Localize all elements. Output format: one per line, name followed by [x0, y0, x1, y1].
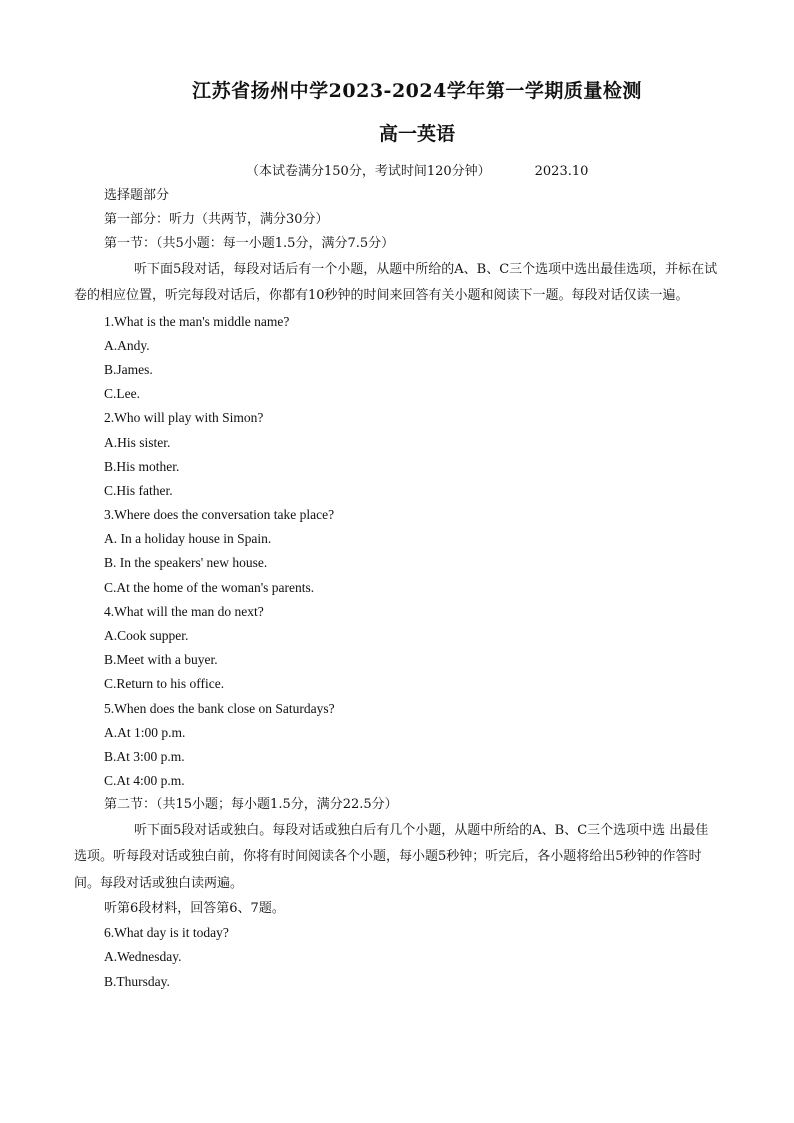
option-b: B.Thursday.	[104, 973, 170, 989]
option-a: A.Wednesday.	[104, 949, 182, 965]
option-c: C.His father.	[104, 482, 173, 498]
section1-instructions: 听下面5段对话，每段对话后有一个小题，从题中所给的A、B、C三个选项中选出最佳选项，并标在试卷的相应位置，听完每段对话后，你都有10秒钟的时间来回答有关小题和阅读下一题。每段对话仅读一遍。	[74, 261, 718, 304]
option-a: A.At 1:00 p.m.	[104, 724, 186, 740]
question-4	[104, 600, 720, 697]
exam-meta	[246, 160, 588, 179]
question-5	[104, 697, 720, 794]
option-c: C.At 4:00 p.m.	[104, 773, 185, 789]
option-b: B.At 3:00 p.m.	[104, 748, 185, 764]
option-b: B. In the speakers' new house.	[104, 555, 268, 571]
section2-heading: 第二节：（共15小题；每小题1.5分，满分22.5分）	[104, 797, 398, 813]
option-a: A.Cook supper.	[104, 628, 189, 643]
option-c: C.Return to his office.	[104, 676, 225, 692]
exam-subject: 高一英语	[378, 123, 455, 145]
section2-instructions-block	[74, 818, 720, 898]
question-text: 1.What is the man's middle name?	[104, 313, 290, 329]
question-text: 4.What will the man do next?	[104, 603, 264, 619]
section-label: 选择题部分	[104, 188, 170, 203]
option-c: C.Lee.	[104, 386, 140, 402]
exam-date: 2023.10	[534, 164, 589, 179]
option-b: B.James.	[104, 361, 153, 377]
question-2	[104, 406, 720, 503]
option-a: A.His sister.	[104, 434, 171, 450]
question-1	[104, 310, 720, 407]
exam-body	[74, 184, 720, 994]
section1-instructions-block	[74, 257, 720, 310]
option-b: B.His mother.	[104, 458, 180, 474]
exam-note: （本试卷满分150分，考试时间120分钟）	[246, 164, 491, 179]
option-a: A. In a holiday house in Spain.	[104, 531, 272, 547]
material-6-label: 听第6段材料，回答第6、7题。	[104, 901, 285, 916]
section1-heading: 第一节：（共5小题：每一小题1.5分，满分7.5分）	[104, 236, 395, 252]
exam-title: 江苏省扬州中学2023-2024学年第一学期质量检测	[192, 80, 642, 102]
question-text: 3.Where does the conversation take place?	[104, 507, 335, 523]
question-6	[104, 921, 720, 994]
option-a: A.Andy.	[104, 337, 150, 353]
part-heading: 第一部分：听力（共两节，满分30分）	[104, 212, 329, 228]
question-text: 2.Who will play with Simon?	[104, 410, 264, 426]
question-text: 5.When does the bank close on Saturdays?	[104, 700, 335, 716]
question-3	[104, 503, 720, 600]
option-b: B.Meet with a buyer.	[104, 652, 218, 668]
question-text: 6.What day is it today?	[104, 925, 229, 941]
section2-instructions: 听下面5段对话或独白。每段对话或独白后有几个小题，从题中所给的A、B、C三个选项中选 出最佳选项。听每段对话或独白前，你将有时间阅读各个小题，每小题5秒钟；听完后，各小题将给出5秒钟的作答时间。每段对话或独白读两遍。	[74, 822, 709, 891]
option-c: C.At the home of the woman's parents.	[104, 579, 315, 595]
